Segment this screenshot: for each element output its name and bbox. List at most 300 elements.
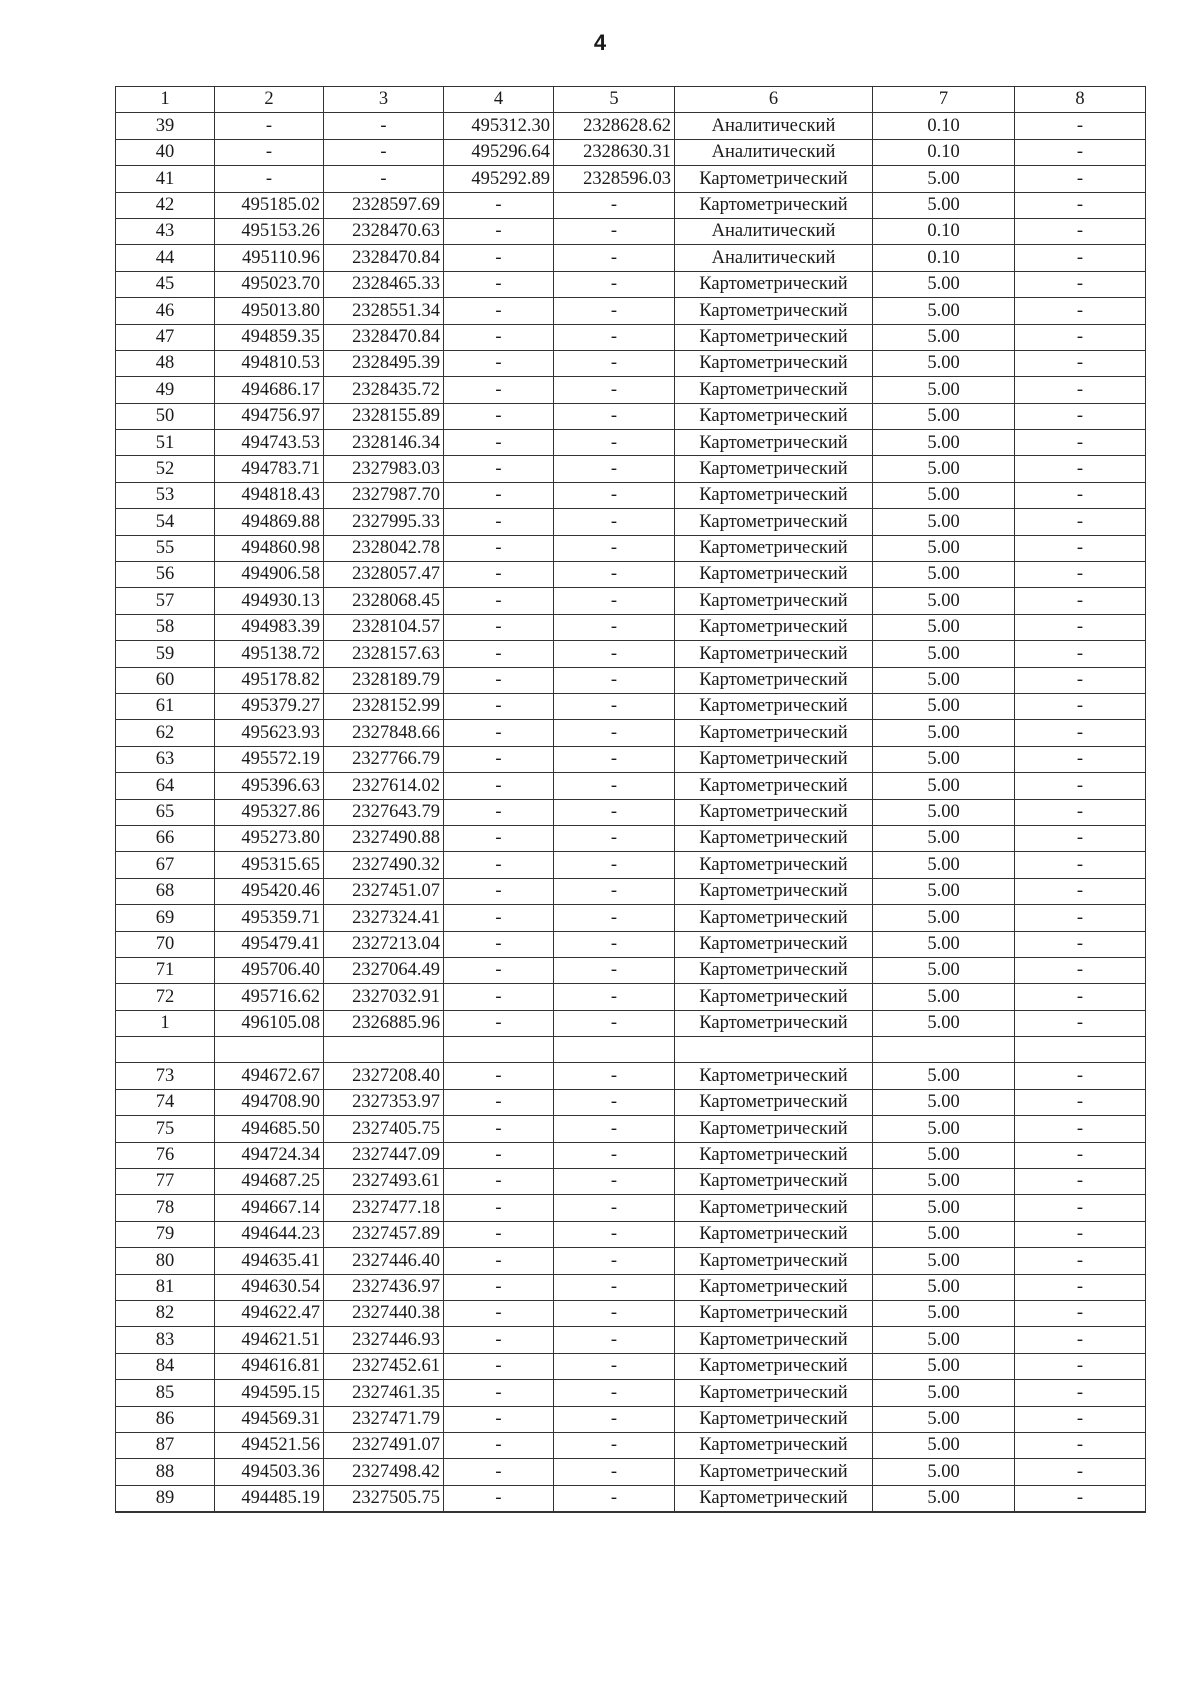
- table-cell: 2327446.40: [324, 1248, 444, 1274]
- table-cell: 5.00: [873, 746, 1015, 772]
- table-cell: -: [1015, 1459, 1146, 1485]
- table-cell: Картометрический: [675, 852, 873, 878]
- table-cell: 2328470.84: [324, 245, 444, 271]
- table-cell: -: [554, 667, 675, 693]
- table-cell: 54: [116, 509, 215, 535]
- table-cell: Картометрический: [675, 693, 873, 719]
- table-cell: Картометрический: [675, 1380, 873, 1406]
- table-cell: Картометрический: [675, 773, 873, 799]
- coordinates-table: [115, 86, 1146, 1513]
- table-cell: 5.00: [873, 1248, 1015, 1274]
- table-cell: -: [554, 1221, 675, 1247]
- table-cell: -: [1015, 641, 1146, 667]
- table-row: [116, 957, 1146, 983]
- table-cell: -: [554, 456, 675, 482]
- table-cell: 5.00: [873, 1221, 1015, 1247]
- table-cell: 75: [116, 1116, 215, 1142]
- table-row: [116, 667, 1146, 693]
- table-row: [116, 720, 1146, 746]
- table-header-row: [116, 87, 1146, 113]
- table-cell: 58: [116, 614, 215, 640]
- table-cell: 60: [116, 667, 215, 693]
- table-cell: 5.00: [873, 693, 1015, 719]
- table-cell: -: [554, 1089, 675, 1115]
- table-cell: Картометрический: [675, 403, 873, 429]
- table-cell: -: [1015, 456, 1146, 482]
- table-cell: -: [444, 1169, 554, 1195]
- table-cell: -: [554, 298, 675, 324]
- table-cell: 5.00: [873, 931, 1015, 957]
- table-cell: 5.00: [873, 535, 1015, 561]
- table-cell: -: [1015, 271, 1146, 297]
- table-cell: 2328495.39: [324, 350, 444, 376]
- table-cell: -: [554, 1142, 675, 1168]
- table-cell: -: [444, 562, 554, 588]
- table-cell: -: [444, 1380, 554, 1406]
- table-row: [116, 218, 1146, 244]
- table-cell: 2328465.33: [324, 271, 444, 297]
- table-cell: Картометрический: [675, 614, 873, 640]
- table-cell: 2327493.61: [324, 1169, 444, 1195]
- table-cell: 63: [116, 746, 215, 772]
- table-cell: -: [1015, 324, 1146, 350]
- table-cell: 495153.26: [215, 218, 324, 244]
- table-cell: Картометрический: [675, 1248, 873, 1274]
- table-cell: Картометрический: [675, 430, 873, 456]
- table-row: [116, 350, 1146, 376]
- table-cell: Картометрический: [675, 825, 873, 851]
- table-cell: 5.00: [873, 1116, 1015, 1142]
- table-row: [116, 746, 1146, 772]
- table-cell: 87: [116, 1432, 215, 1458]
- table-row: [116, 192, 1146, 218]
- table-cell: 495292.89: [444, 166, 554, 192]
- table-cell: -: [444, 245, 554, 271]
- table-cell: -: [1015, 693, 1146, 719]
- table-cell: 5.00: [873, 588, 1015, 614]
- table-cell: -: [1015, 377, 1146, 403]
- table-cell: 5.00: [873, 773, 1015, 799]
- table-cell: 2327447.09: [324, 1142, 444, 1168]
- table-cell: Картометрический: [675, 377, 873, 403]
- table-cell: 5.00: [873, 1406, 1015, 1432]
- table-cell: 495327.86: [215, 799, 324, 825]
- table-cell: 495296.64: [444, 139, 554, 165]
- table-cell: -: [1015, 350, 1146, 376]
- table-cell: 494906.58: [215, 562, 324, 588]
- table-cell: 5.00: [873, 1327, 1015, 1353]
- table-cell: 5.00: [873, 271, 1015, 297]
- table-cell: -: [1015, 773, 1146, 799]
- table-cell: 2327353.97: [324, 1089, 444, 1115]
- table-cell: 494810.53: [215, 350, 324, 376]
- table-cell: 5.00: [873, 1459, 1015, 1485]
- table-cell: 5.00: [873, 562, 1015, 588]
- table-cell: -: [554, 218, 675, 244]
- table-row: [116, 562, 1146, 588]
- table-cell: -: [1015, 667, 1146, 693]
- table-cell: 5.00: [873, 905, 1015, 931]
- table-cell: 49: [116, 377, 215, 403]
- table-cell: -: [444, 1327, 554, 1353]
- table-cell: -: [444, 773, 554, 799]
- table-cell: 5.00: [873, 1432, 1015, 1458]
- table-cell: 66: [116, 825, 215, 851]
- table-cell: -: [554, 1248, 675, 1274]
- table-cell: 61: [116, 693, 215, 719]
- table-cell: -: [554, 245, 675, 271]
- table-cell: Картометрический: [675, 298, 873, 324]
- table-cell: 57: [116, 588, 215, 614]
- table-cell: -: [444, 377, 554, 403]
- table-cell: -: [554, 192, 675, 218]
- table-row: [116, 641, 1146, 667]
- table-cell: 494616.81: [215, 1353, 324, 1379]
- table-cell: 69: [116, 905, 215, 931]
- table-cell: -: [444, 825, 554, 851]
- table-cell: [215, 1037, 324, 1063]
- table-cell: 2327766.79: [324, 746, 444, 772]
- table-cell: -: [554, 773, 675, 799]
- table-cell: 494667.14: [215, 1195, 324, 1221]
- table-row: [116, 1327, 1146, 1353]
- table-cell: 2328152.99: [324, 693, 444, 719]
- table-cell: -: [1015, 245, 1146, 271]
- table-cell: -: [554, 957, 675, 983]
- table-cell: 495479.41: [215, 931, 324, 957]
- column-header: 3: [324, 87, 444, 113]
- table-cell: 2327452.61: [324, 1353, 444, 1379]
- table-row: [116, 245, 1146, 271]
- table-cell: Картометрический: [675, 1195, 873, 1221]
- table-cell: Аналитический: [675, 218, 873, 244]
- table-cell: Картометрический: [675, 324, 873, 350]
- table-cell: [554, 1037, 675, 1063]
- table-cell: -: [1015, 139, 1146, 165]
- column-header: 4: [444, 87, 554, 113]
- table-cell: 89: [116, 1485, 215, 1512]
- table-cell: Картометрический: [675, 1221, 873, 1247]
- table-row: [116, 1380, 1146, 1406]
- table-cell: Картометрический: [675, 1169, 873, 1195]
- table-cell: -: [444, 1406, 554, 1432]
- table-cell: -: [444, 1300, 554, 1326]
- table-row: [116, 852, 1146, 878]
- table-cell: -: [554, 878, 675, 904]
- table-cell: -: [1015, 166, 1146, 192]
- table-cell: 2327457.89: [324, 1221, 444, 1247]
- table-cell: 494635.41: [215, 1248, 324, 1274]
- table-cell: 44: [116, 245, 215, 271]
- table-row: [116, 1116, 1146, 1142]
- table-cell: 494621.51: [215, 1327, 324, 1353]
- table-cell: Картометрический: [675, 931, 873, 957]
- table-cell: 83: [116, 1327, 215, 1353]
- table-cell: 2327032.91: [324, 984, 444, 1010]
- table-cell: -: [444, 720, 554, 746]
- table-cell: 85: [116, 1380, 215, 1406]
- table-row: [116, 1142, 1146, 1168]
- table-cell: 80: [116, 1248, 215, 1274]
- table-cell: 5.00: [873, 1380, 1015, 1406]
- table-row: [116, 113, 1146, 139]
- table-cell: -: [1015, 1063, 1146, 1089]
- table-cell: -: [554, 430, 675, 456]
- table-cell: -: [554, 1459, 675, 1485]
- table-cell: [873, 1037, 1015, 1063]
- table-cell: -: [554, 852, 675, 878]
- table-cell: -: [444, 852, 554, 878]
- table-row: [116, 482, 1146, 508]
- table-cell: -: [554, 482, 675, 508]
- table-row: [116, 931, 1146, 957]
- table-cell: 45: [116, 271, 215, 297]
- table-cell: 5.00: [873, 298, 1015, 324]
- table-cell: -: [444, 403, 554, 429]
- table-cell: 2327614.02: [324, 773, 444, 799]
- table-cell: Картометрический: [675, 1353, 873, 1379]
- table-cell: 78: [116, 1195, 215, 1221]
- table-cell: Аналитический: [675, 245, 873, 271]
- table-cell: 77: [116, 1169, 215, 1195]
- table-cell: Картометрический: [675, 1116, 873, 1142]
- table-cell: -: [554, 1010, 675, 1036]
- table-cell: 495716.62: [215, 984, 324, 1010]
- table-cell: -: [554, 1169, 675, 1195]
- table-cell: 5.00: [873, 377, 1015, 403]
- table-cell: 2327405.75: [324, 1116, 444, 1142]
- table-cell: 2328551.34: [324, 298, 444, 324]
- table-cell: -: [324, 139, 444, 165]
- table-row: [116, 1195, 1146, 1221]
- table-cell: 494783.71: [215, 456, 324, 482]
- table-cell: -: [1015, 1432, 1146, 1458]
- table-cell: -: [554, 1485, 675, 1512]
- table-cell: -: [1015, 1380, 1146, 1406]
- table-cell: 40: [116, 139, 215, 165]
- table-cell: 2327477.18: [324, 1195, 444, 1221]
- table-cell: -: [1015, 746, 1146, 772]
- table-row: [116, 878, 1146, 904]
- table-cell: 2328597.69: [324, 192, 444, 218]
- table-cell: -: [444, 799, 554, 825]
- table-cell: 5.00: [873, 641, 1015, 667]
- table-cell: -: [1015, 1274, 1146, 1300]
- table-cell: 494644.23: [215, 1221, 324, 1247]
- table-cell: 51: [116, 430, 215, 456]
- table-cell: -: [444, 456, 554, 482]
- table-cell: 495315.65: [215, 852, 324, 878]
- table-cell: 2328470.63: [324, 218, 444, 244]
- table-cell: -: [444, 1089, 554, 1115]
- table-cell: 2327987.70: [324, 482, 444, 508]
- table-cell: -: [444, 1485, 554, 1512]
- table-cell: [116, 1037, 215, 1063]
- table-cell: 2328628.62: [554, 113, 675, 139]
- table-cell: -: [444, 509, 554, 535]
- table-cell: Картометрический: [675, 1459, 873, 1485]
- table-row: [116, 1037, 1146, 1063]
- table-cell: 2327208.40: [324, 1063, 444, 1089]
- table-cell: -: [554, 984, 675, 1010]
- table-cell: 62: [116, 720, 215, 746]
- table-cell: -: [444, 1274, 554, 1300]
- table-cell: 494521.56: [215, 1432, 324, 1458]
- table-cell: 65: [116, 799, 215, 825]
- table-cell: -: [444, 905, 554, 931]
- table-cell: -: [1015, 1300, 1146, 1326]
- table-cell: 5.00: [873, 1089, 1015, 1115]
- table-cell: Картометрический: [675, 799, 873, 825]
- table-cell: 494686.17: [215, 377, 324, 403]
- table-cell: 2328104.57: [324, 614, 444, 640]
- table-row: [116, 1063, 1146, 1089]
- table-cell: 2328630.31: [554, 139, 675, 165]
- table-cell: -: [444, 1353, 554, 1379]
- table-cell: 2328057.47: [324, 562, 444, 588]
- table-cell: -: [1015, 113, 1146, 139]
- table-cell: 495013.80: [215, 298, 324, 324]
- table-cell: -: [554, 931, 675, 957]
- table-cell: -: [444, 1142, 554, 1168]
- column-header: 1: [116, 87, 215, 113]
- table-cell: -: [554, 1116, 675, 1142]
- table-cell: -: [1015, 878, 1146, 904]
- table-row: [116, 535, 1146, 561]
- table-cell: -: [1015, 430, 1146, 456]
- table-cell: Картометрический: [675, 667, 873, 693]
- table-cell: -: [324, 113, 444, 139]
- table-cell: 5.00: [873, 1063, 1015, 1089]
- table-cell: 494595.15: [215, 1380, 324, 1406]
- table-cell: Картометрический: [675, 1485, 873, 1512]
- table-cell: 73: [116, 1063, 215, 1089]
- table-cell: Аналитический: [675, 139, 873, 165]
- table-cell: -: [1015, 218, 1146, 244]
- table-cell: 494485.19: [215, 1485, 324, 1512]
- table-cell: 494818.43: [215, 482, 324, 508]
- table-cell: -: [554, 799, 675, 825]
- table-cell: Картометрический: [675, 878, 873, 904]
- table-cell: 2327451.07: [324, 878, 444, 904]
- table-cell: -: [444, 878, 554, 904]
- table-cell: 494687.25: [215, 1169, 324, 1195]
- table-cell: -: [554, 509, 675, 535]
- table-cell: 5.00: [873, 350, 1015, 376]
- table-cell: 2327498.42: [324, 1459, 444, 1485]
- table-row: [116, 1432, 1146, 1458]
- table-cell: -: [1015, 588, 1146, 614]
- table-row: [116, 139, 1146, 165]
- table-cell: 5.00: [873, 984, 1015, 1010]
- table-cell: Картометрический: [675, 1010, 873, 1036]
- table-cell: -: [1015, 614, 1146, 640]
- table-cell: -: [444, 641, 554, 667]
- table-cell: 67: [116, 852, 215, 878]
- table-cell: 5.00: [873, 1353, 1015, 1379]
- table-cell: 43: [116, 218, 215, 244]
- table-cell: 2327848.66: [324, 720, 444, 746]
- table-cell: [1015, 1037, 1146, 1063]
- table-cell: 5.00: [873, 1169, 1015, 1195]
- table-cell: -: [554, 377, 675, 403]
- table-cell: -: [444, 271, 554, 297]
- table-cell: -: [554, 641, 675, 667]
- table-cell: 2327490.88: [324, 825, 444, 851]
- table-cell: [324, 1037, 444, 1063]
- table-cell: -: [215, 166, 324, 192]
- table-cell: -: [1015, 1485, 1146, 1512]
- table-cell: -: [444, 218, 554, 244]
- table-cell: Картометрический: [675, 1432, 873, 1458]
- table-cell: -: [1015, 1195, 1146, 1221]
- table-cell: -: [444, 931, 554, 957]
- table-cell: 47: [116, 324, 215, 350]
- table-cell: 76: [116, 1142, 215, 1168]
- table-cell: 82: [116, 1300, 215, 1326]
- table-cell: 64: [116, 773, 215, 799]
- table-cell: 495396.63: [215, 773, 324, 799]
- table-cell: 494685.50: [215, 1116, 324, 1142]
- table-cell: 2327064.49: [324, 957, 444, 983]
- table-cell: -: [444, 984, 554, 1010]
- table-cell: 2327436.97: [324, 1274, 444, 1300]
- column-header: 2: [215, 87, 324, 113]
- table-cell: 0.10: [873, 139, 1015, 165]
- table-cell: Картометрический: [675, 1142, 873, 1168]
- table-cell: 52: [116, 456, 215, 482]
- table-cell: Картометрический: [675, 482, 873, 508]
- table-cell: 71: [116, 957, 215, 983]
- table-cell: -: [1015, 720, 1146, 746]
- table-cell: 88: [116, 1459, 215, 1485]
- table-cell: 495706.40: [215, 957, 324, 983]
- table-cell: -: [1015, 192, 1146, 218]
- table-cell: Картометрический: [675, 905, 873, 931]
- table-cell: 2328146.34: [324, 430, 444, 456]
- table-cell: -: [554, 535, 675, 561]
- table-row: [116, 271, 1146, 297]
- table-cell: -: [554, 905, 675, 931]
- table-cell: 2327643.79: [324, 799, 444, 825]
- table-cell: 5.00: [873, 957, 1015, 983]
- table-cell: 5.00: [873, 667, 1015, 693]
- column-header: 7: [873, 87, 1015, 113]
- table-cell: 5.00: [873, 614, 1015, 640]
- table-cell: -: [444, 350, 554, 376]
- table-row: [116, 377, 1146, 403]
- table-cell: -: [444, 667, 554, 693]
- table-cell: -: [554, 324, 675, 350]
- table-cell: 46: [116, 298, 215, 324]
- table-row: [116, 1459, 1146, 1485]
- table-cell: 5.00: [873, 1195, 1015, 1221]
- table-cell: -: [1015, 1169, 1146, 1195]
- table-cell: Картометрический: [675, 535, 873, 561]
- table-row: [116, 1485, 1146, 1512]
- table-cell: -: [444, 1459, 554, 1485]
- table-row: [116, 1221, 1146, 1247]
- table-cell: 2328155.89: [324, 403, 444, 429]
- table-cell: -: [444, 1248, 554, 1274]
- table-cell: [675, 1037, 873, 1063]
- table-cell: 494672.67: [215, 1063, 324, 1089]
- table-cell: -: [554, 588, 675, 614]
- table-cell: -: [444, 430, 554, 456]
- table-row: [116, 799, 1146, 825]
- table-cell: 494869.88: [215, 509, 324, 535]
- table-row: [116, 825, 1146, 851]
